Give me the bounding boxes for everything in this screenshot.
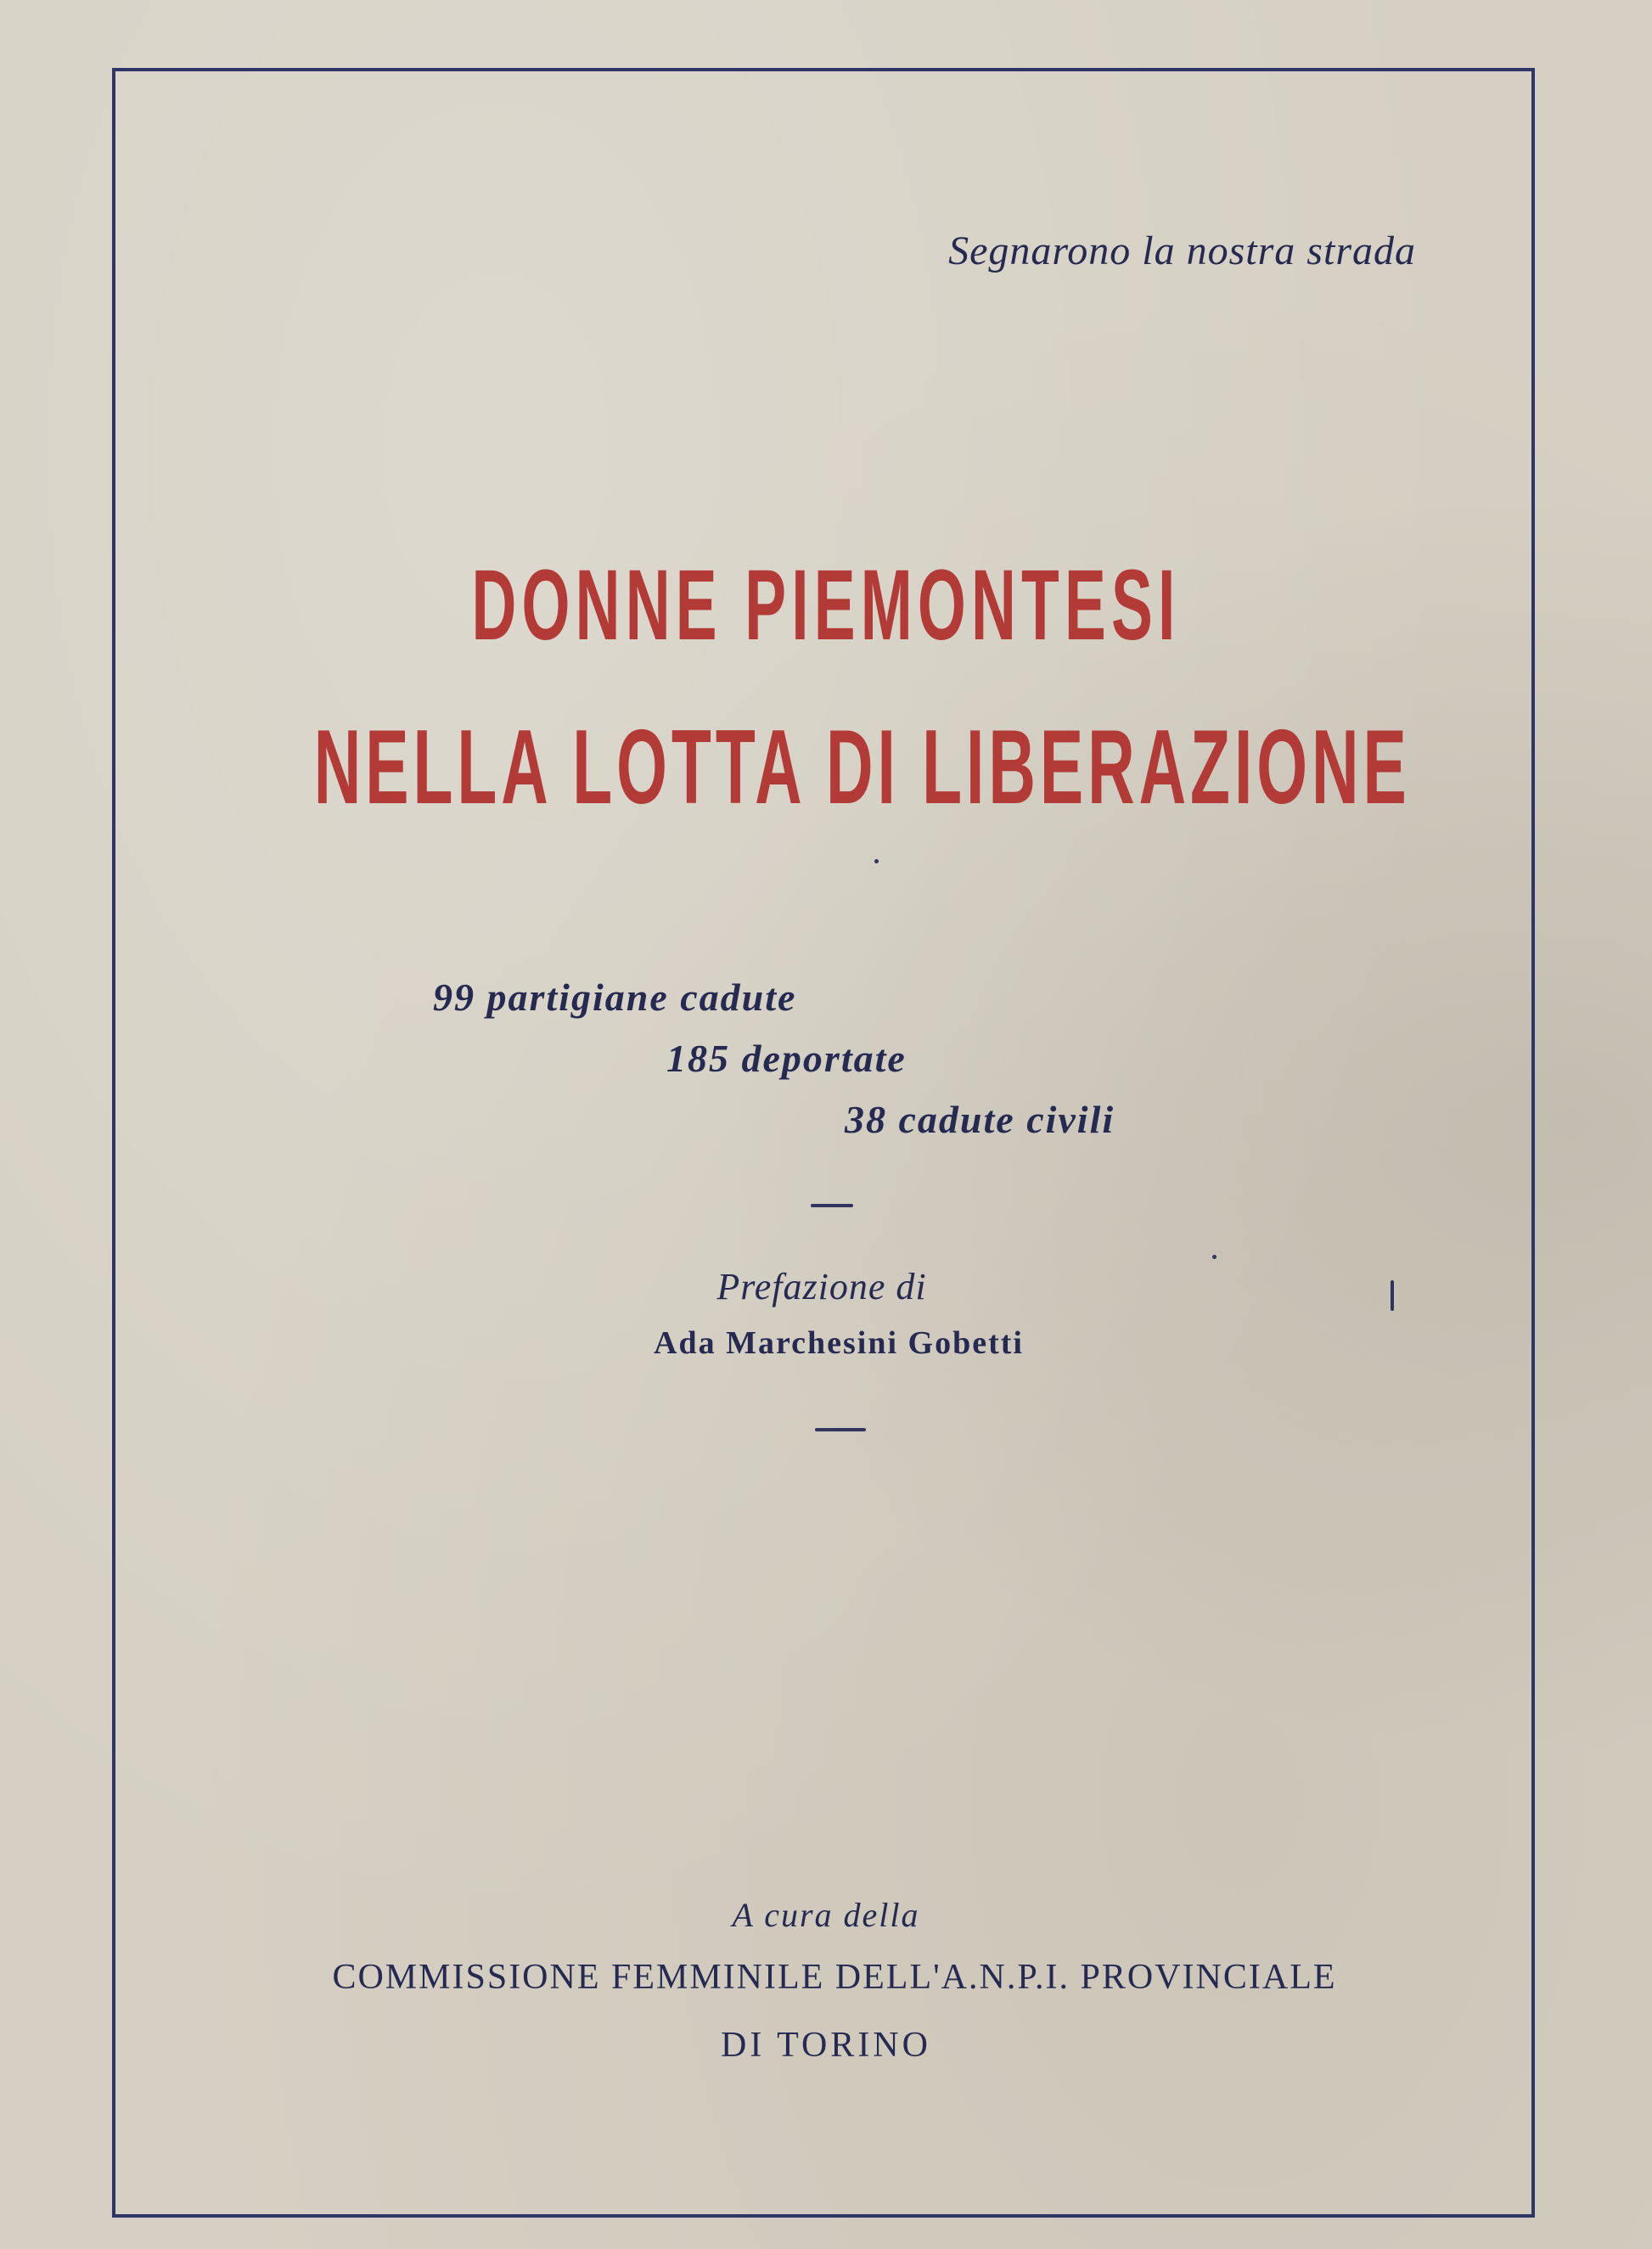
ink-speck [1391, 1280, 1394, 1311]
cover-epigraph: Segnarono la nostra strada [948, 228, 1416, 273]
stat-civilian-fallen: 38 cadute civili [845, 1098, 1115, 1141]
ink-speck [874, 859, 879, 863]
ink-speck [811, 1204, 853, 1207]
curated-by-label: A cura della [732, 1896, 920, 1934]
stat-deported: 185 deportate [666, 1037, 907, 1080]
publisher-name: COMMISSIONE FEMMINILE DELL'A.N.P.I. PROVINCIALE [332, 1958, 1337, 1997]
publisher-city: DI TORINO [721, 2026, 931, 2065]
preface-author: Ada Marchesini Gobetti [654, 1325, 1024, 1361]
stat-partisans-fallen: 99 partigiane cadute [433, 976, 797, 1019]
cover-title-line-1: DONNE PIEMONTESI [471, 549, 1181, 661]
ink-speck [1212, 1255, 1217, 1259]
ink-speck [815, 1428, 866, 1431]
preface-label: Prefazione di [716, 1266, 927, 1307]
cover-title-line-2: NELLA LOTTA DI LIBERAZIONE [313, 709, 1411, 826]
